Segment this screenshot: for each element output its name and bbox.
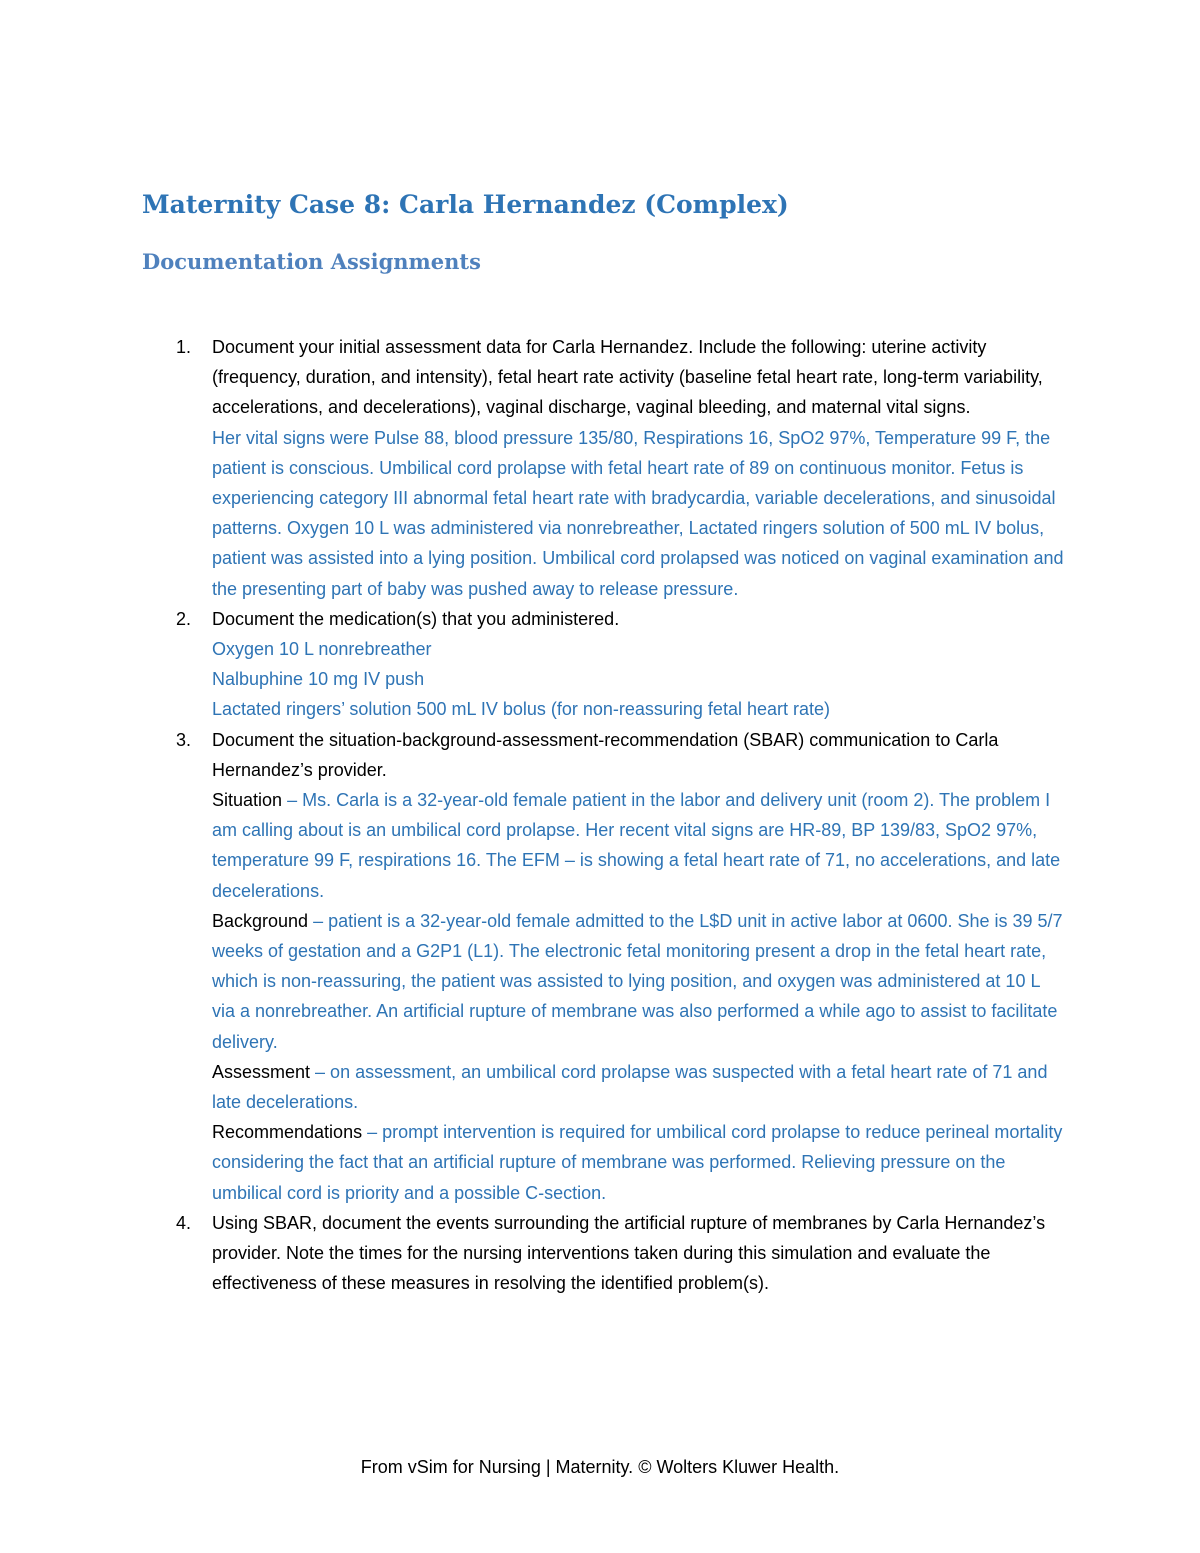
page-footer: From vSim for Nursing | Maternity. © Wolters Kluwer Health. — [360, 1457, 840, 1477]
assignment-number: 3. — [176, 729, 192, 750]
sbar-assessment — [212, 1057, 1066, 1117]
section-subtitle: Documentation Assignments — [142, 249, 481, 274]
medication-item: Oxygen 10 L nonrebreather — [212, 639, 432, 660]
medication-item: Lactated ringers’ solution 500 mL IV bolus (for non-reassuring fetal heart rate) — [212, 699, 830, 720]
assignment-number: 4. — [176, 1212, 192, 1233]
sbar-assessment-label: Assessment — [212, 1061, 311, 1082]
assignment-answer: Her vital signs were Pulse 88, blood pressure 135/80, Respirations 16, SpO2 97%, Temperature 99 F, the patient is conscious. Umbilical cord prolapse with fetal heart rate of 89 on continuous monitor. Fetus is experiencing category III abnormal fetal heart rate with bradycardia, variable decelerations, and sinusoidal patterns. Oxygen 10 L was administered via nonrebreather, Lactated ringers solution of 500 mL IV bolus, patient was assisted into a lying position. Umbilical cord prolapsed was noticed on vaginal examination and the presenting part of baby was pushed away to release pressure. — [212, 427, 1064, 599]
assignment-4 — [176, 1208, 1066, 1299]
assignment-number: 1. — [176, 337, 192, 357]
sbar-situation — [212, 785, 1066, 906]
assignment-question: Document the situation-background-assessment-recommendation (SBAR) communication to Carla Hernandez’s provider. — [212, 729, 999, 780]
document-title: Maternity Case 8: Carla Hernandez (Complex) — [142, 190, 789, 219]
assignment-question: Using SBAR, document the events surrounding the artificial rupture of membranes by Carla Hernandez’s provider. Note the times for the nursing interventions taken during this simulation and evaluate the effectiveness of these measures in resolving the identified problem(s). — [212, 1212, 1046, 1294]
sbar-situation-text: – Ms. Carla is a 32-year-old female patient in the labor and delivery unit (room 2). The problem I am calling about is an umbilical cord prolapse. Her recent vital signs are HR-89, BP 139/83, SpO2 97%, temperature 99 F, respirations 16. The EFM – is showing a fetal heart rate of 71, no accelerations, and late decelerations. — [212, 790, 1061, 901]
sbar-situation-label: Situation — [212, 790, 283, 811]
sbar-background-label: Background — [212, 910, 309, 931]
assignment-question: Document the medication(s) that you administered. — [212, 608, 620, 629]
sbar-recommendations-label: Recommendations — [212, 1122, 363, 1143]
assignment-number: 2. — [176, 608, 192, 629]
sbar-recommendations — [212, 1117, 1066, 1208]
assignment-3 — [176, 725, 1066, 1208]
medication-item: Nalbuphine 10 mg IV push — [212, 669, 425, 690]
sbar-recommendations-text: – prompt intervention is required for umbilical cord prolapse to reduce perineal mortality considering the fact that an artificial rupture of membrane was performed. Relieving pressure on the umbilical cord is priority and a possible C-section. — [212, 1122, 1063, 1203]
assignment-question: Document your initial assessment data for Carla Hernandez. Include the following: uterine activity (frequency, duration, and intensity), fetal heart rate activity (baseline fetal heart rate, long-term variability, accelerations, and decelerations), vaginal discharge, vaginal bleeding, and maternal vital signs. — [212, 337, 1043, 418]
assignment-1 — [176, 332, 1066, 604]
sbar-background-text: – patient is a 32-year-old female admitted to the L$D unit in active labor at 0600. She is 39 5/7 weeks of gestation and a G2P1 (L1). The electronic fetal monitoring present a drop in the fetal heart rate, which is non-reassuring, the patient was assisted to lying position, and oxygen was administered at 10 L via a nonrebreather. An artificial rupture of membrane was also performed a while ago to assist to facilitate delivery. — [212, 910, 1063, 1052]
sbar-assessment-text: – on assessment, an umbilical cord prolapse was suspected with a fetal heart rate of 71 and late decelerations. — [212, 1061, 1048, 1113]
assignment-2 — [176, 604, 1066, 725]
sbar-background — [212, 906, 1066, 1057]
assignment-list — [176, 332, 1066, 1299]
